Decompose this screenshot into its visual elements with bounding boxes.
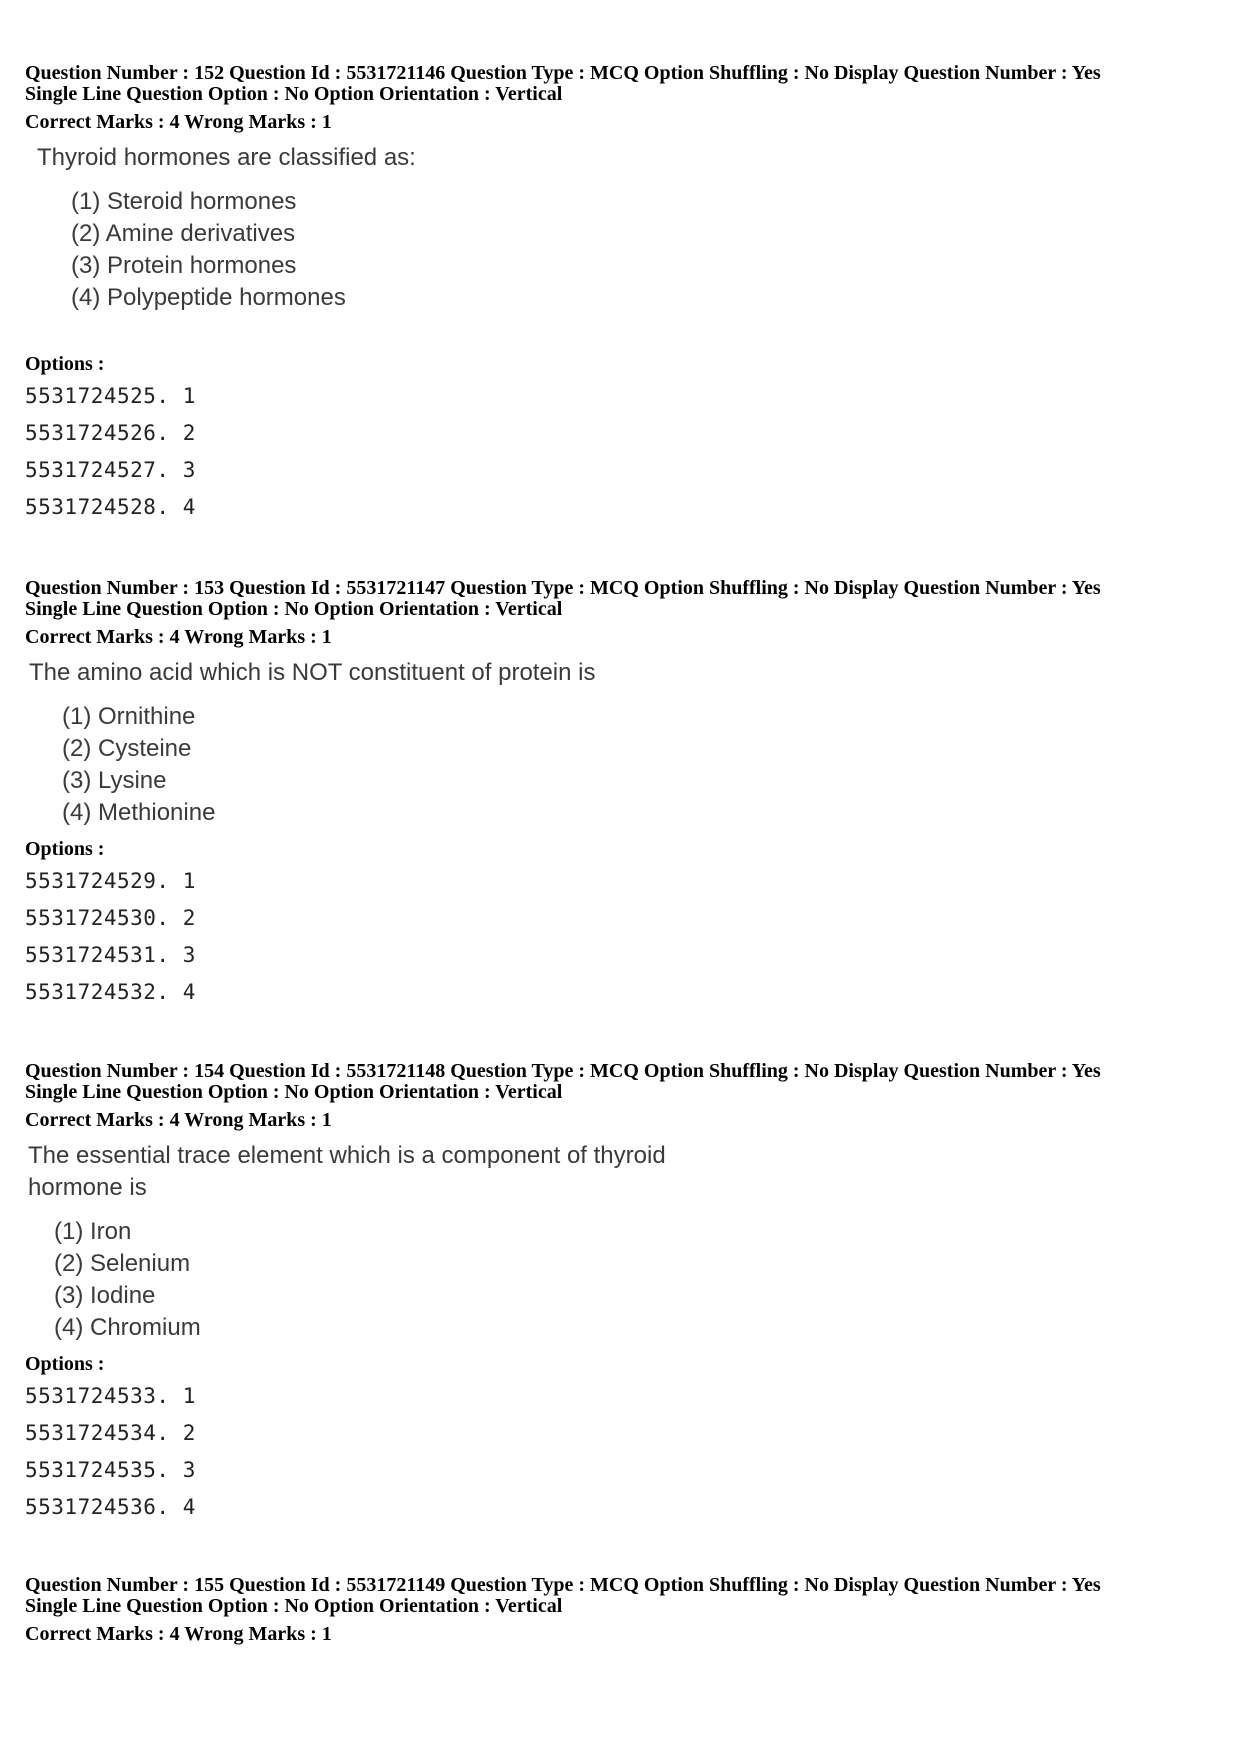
question-meta-line-1: Question Number : 152 Question Id : 5531721146 Question Type : MCQ Option Shuffling : No Display Question Number : Yes — [25, 62, 1101, 84]
option-item: 5531724527. 3 — [25, 458, 196, 482]
question-meta-line-2: Single Line Question Option : No Option Orientation : Vertical — [25, 598, 563, 620]
question-meta — [25, 63, 1225, 133]
question-image — [37, 142, 1225, 314]
options-label: Options : — [25, 838, 105, 860]
question-marks: Correct Marks : 4 Wrong Marks : 1 — [25, 111, 332, 133]
option-item: 5531724528. 4 — [25, 495, 196, 519]
question-block-154 — [25, 1061, 1225, 1526]
option-item: 5531724534. 2 — [25, 1421, 196, 1445]
question-stem: Thyroid hormones are classified as: — [37, 144, 416, 171]
question-choice: (4) Polypeptide hormones — [71, 284, 346, 311]
question-block-155 — [25, 1575, 1225, 1645]
question-choices — [54, 1216, 1225, 1344]
option-item: 5531724535. 3 — [25, 1458, 196, 1482]
question-meta-line-1: Question Number : 153 Question Id : 5531721147 Question Type : MCQ Option Shuffling : No Display Question Number : Yes — [25, 577, 1101, 599]
question-meta-line-2: Single Line Question Option : No Option Orientation : Vertical — [25, 83, 563, 105]
options-label: Options : — [25, 353, 105, 375]
question-choice: (1) Ornithine — [62, 703, 196, 730]
options-label: Options : — [25, 1353, 105, 1375]
question-image — [28, 1140, 1225, 1344]
question-meta — [25, 1061, 1225, 1131]
question-choice: (3) Lysine — [62, 767, 167, 794]
question-meta-line-2: Single Line Question Option : No Option Orientation : Vertical — [25, 1081, 563, 1103]
question-choice: (2) Selenium — [54, 1250, 191, 1277]
option-item: 5531724536. 4 — [25, 1495, 196, 1519]
question-block-152 — [25, 63, 1225, 526]
question-choices — [62, 701, 1225, 829]
question-meta-line-1: Question Number : 154 Question Id : 5531721148 Question Type : MCQ Option Shuffling : No Display Question Number : Yes — [25, 1060, 1101, 1082]
question-choices — [71, 186, 1225, 314]
question-marks: Correct Marks : 4 Wrong Marks : 1 — [25, 1623, 332, 1645]
option-item: 5531724525. 1 — [25, 384, 196, 408]
question-choice: (3) Protein hormones — [71, 252, 297, 279]
question-meta-line-1: Question Number : 155 Question Id : 5531721149 Question Type : MCQ Option Shuffling : No Display Question Number : Yes — [25, 1574, 1101, 1596]
question-image — [29, 657, 1225, 829]
question-stem: The essential trace element which is a component of thyroid hormone is — [28, 1142, 666, 1201]
question-choice: (4) Methionine — [62, 799, 216, 826]
option-item: 5531724532. 4 — [25, 980, 196, 1004]
question-meta — [25, 578, 1225, 648]
question-meta-line-2: Single Line Question Option : No Option Orientation : Vertical — [25, 1595, 563, 1617]
question-choice: (1) Steroid hormones — [71, 188, 297, 215]
option-item: 5531724529. 1 — [25, 869, 196, 893]
question-meta — [25, 1575, 1225, 1645]
option-item: 5531724531. 3 — [25, 943, 196, 967]
question-block-153 — [25, 578, 1225, 1011]
question-choice: (1) Iron — [54, 1218, 132, 1245]
option-item: 5531724530. 2 — [25, 906, 196, 930]
question-choice: (3) Iodine — [54, 1282, 156, 1309]
question-marks: Correct Marks : 4 Wrong Marks : 1 — [25, 626, 332, 648]
question-marks: Correct Marks : 4 Wrong Marks : 1 — [25, 1109, 332, 1131]
option-item: 5531724533. 1 — [25, 1384, 196, 1408]
question-choice: (4) Chromium — [54, 1314, 201, 1341]
question-choice: (2) Amine derivatives — [71, 220, 296, 247]
question-stem: The amino acid which is NOT constituent of protein is — [29, 659, 596, 686]
question-choice: (2) Cysteine — [62, 735, 192, 762]
option-item: 5531724526. 2 — [25, 421, 196, 445]
